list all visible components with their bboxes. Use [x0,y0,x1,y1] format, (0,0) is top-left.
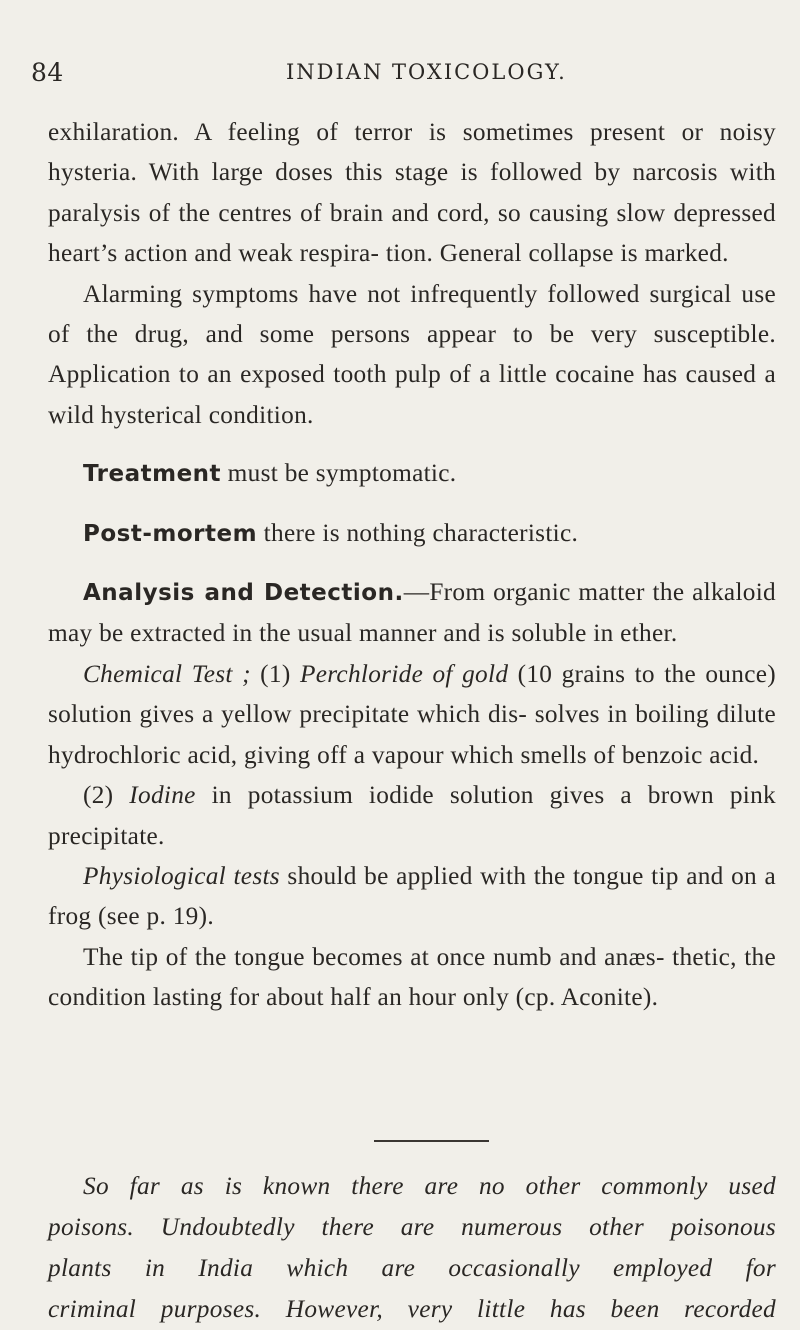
post-mortem-text: there is nothing characteristic. [257,518,579,547]
paragraph-alarming-symptoms: Alarming symptoms have not infrequently followed surgical use of the drug, and some persons appear to be very susceptible. Application to an exposed tooth pulp of a little cocaine has caused a wild hysterical condition. [48,279,776,429]
heading-treatment: Treatment [83,461,222,488]
closing-note [48,1166,776,1330]
physiological-tests-text: should be applied with the tongue tip and on a frog (see p. 19). [48,861,776,931]
chemical-test-label: Chemical Test ; [83,659,251,688]
heading-post-mortem: Post-mortem [83,520,258,547]
page-number: 84 [31,58,64,87]
iodine-number: (2) [83,781,130,810]
note-line: poisons. Undoubtedly there are numerous other poisonous [48,1213,776,1241]
treatment-text: must be symptomatic. [221,459,457,488]
paragraph-symptoms: exhilaration. A feeling of terror is sometimes present or noisy hysteria. With large doses this stage is followed by narcosis with paralysis of the centres of brain and cord, so causing slow depressed heart’s action and weak respira- tion. General collapse is marked. [48,118,776,268]
section-divider [374,1140,489,1142]
note-line: plants in India which are occasionally employed for [48,1254,776,1282]
analysis-text: —From organic matter the alkaloid may be extracted in the usual manner and is soluble in ether. [48,578,777,648]
iodine-label: Iodine [129,781,196,810]
iodine-text: in potassium iodide solution gives a brown pink precipitate. [48,781,776,850]
chemical-test-number: (1) [250,659,300,688]
running-title: INDIAN TOXICOLOGY. [286,60,567,84]
heading-analysis-detection: Analysis and Detection. [83,580,404,607]
paragraph-tongue-test: The tip of the tongue becomes at once numb and anæs- thetic, the condition lasting for about half an hour only (cp. Aconite). [48,942,776,1012]
physiological-tests-label: Physiological tests [83,861,280,890]
paragraph-iodine [48,775,776,856]
paragraph-treatment [48,453,776,494]
note-line: So far as is known there are no other commonly used [83,1172,776,1200]
paragraph-analysis [48,572,776,654]
paragraph-post-mortem [48,513,776,554]
body-text [48,112,776,1018]
perchloride-of-gold: Perchloride of gold [299,659,509,688]
note-line: criminal purposes. However, very little has been recorded [48,1295,776,1323]
paragraph-chemical-test [48,654,776,775]
chemical-test-text: (10 grains to the ounce) solution gives a yellow precipitate which dis- solves in boiling dilute hydrochloric acid, giving off a vapour which smells of benzoic acid. [48,659,776,769]
paragraph-physiological-tests [48,856,776,937]
page-header [31,58,751,88]
